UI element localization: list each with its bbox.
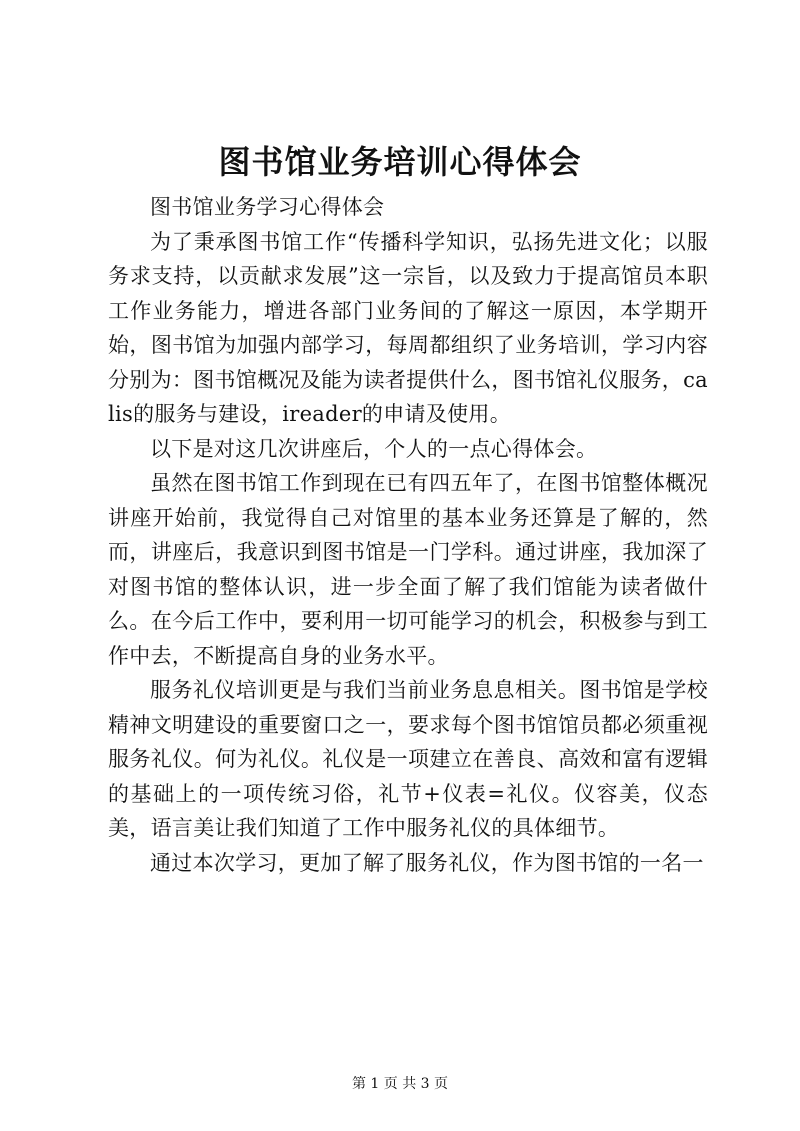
document-body	[108, 190, 708, 880]
paragraph-purpose: 为了秉承图书馆工作“传播科学知识，弘扬先进文化；以服务求支持，以贡献求发展”这一宗旨，以及致力于提高馆员本职工作业务能力，增进各部门业务间的了解这一原因，本学期开始，图书馆为加强内部学习，每周都组织了业务培训，学习内容分别为：图书馆概况及能为读者提供什么，图书馆礼仪服务，calis的服务与建设，ireader的申请及使用。	[108, 229, 708, 426]
document-title: 图书馆业务培训心得体会	[218, 143, 582, 181]
page-footer: 第 1 页 共 3 页	[351, 1076, 449, 1092]
paragraph-overview-lecture: 虽然在图书馆工作到现在已有四五年了，在图书馆整体概况讲座开始前，我觉得自己对馆里的基本业务还算是了解的，然而，讲座后，我意识到图书馆是一门学科。通过讲座，我加深了对图书馆的整体认识，进一步全面了解了我们馆能为读者做什么。在今后工作中，要利用一切可能学习的机会，积极参与到工作中去，不断提高自身的业务水平。	[108, 471, 708, 668]
paragraph-intro: 以下是对这几次讲座后，个人的一点心得体会。	[150, 436, 598, 461]
paragraph-subtitle: 图书馆业务学习心得体会	[150, 195, 385, 219]
paragraph-conclusion: 通过本次学习，更加了解了服务礼仪，作为图书馆的一名一	[150, 850, 704, 875]
paragraph-etiquette-training: 服务礼仪培训更是与我们当前业务息息相关。图书馆是学校精神文明建设的重要窗口之一，要求每个图书馆馆员都必须重视服务礼仪。何为礼仪。礼仪是一项建立在善良、高效和富有逻辑的基础上的一项传统习俗，礼节+仪表=礼仪。仪容美，仪态美，语言美让我们知道了工作中服务礼仪的具体细节。	[108, 678, 708, 840]
